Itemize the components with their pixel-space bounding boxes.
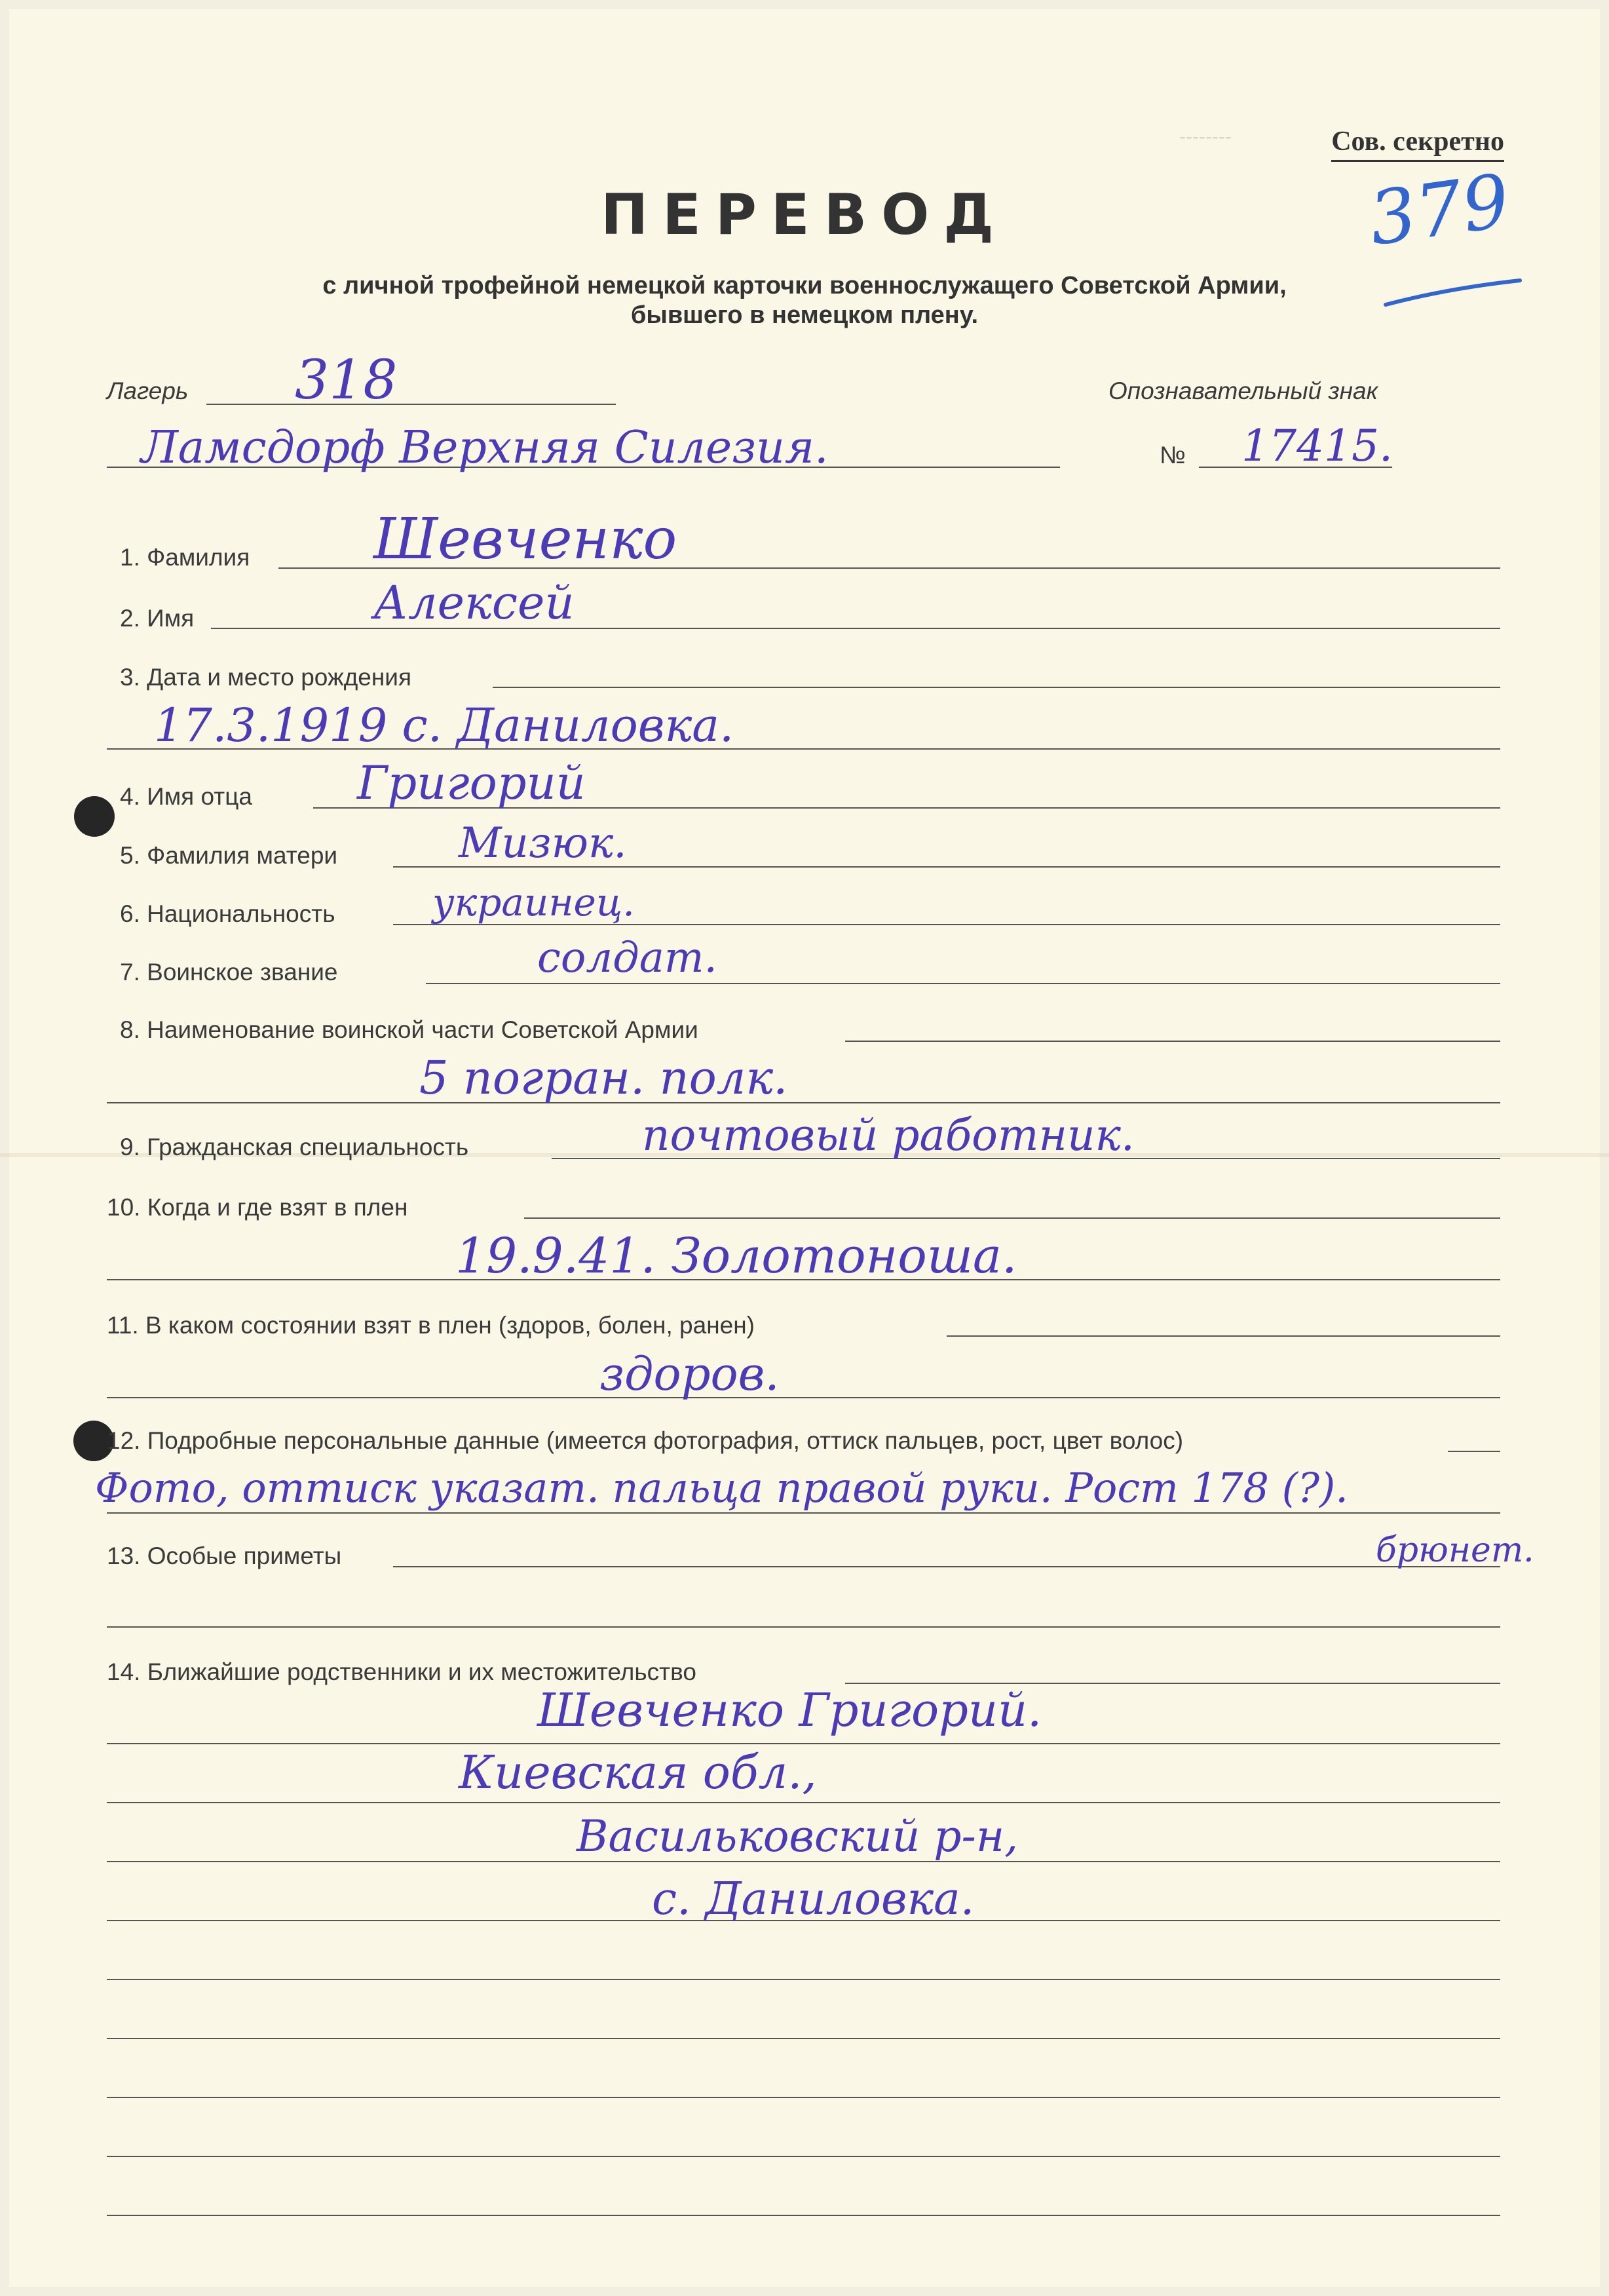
camp-label: Лагерь: [107, 377, 189, 404]
id-number-value: 17415.: [1241, 421, 1393, 471]
field-10-value: 19.9.41. Золотоноша.: [455, 1228, 1017, 1284]
field-3-line-a: [493, 687, 1500, 688]
field-14-line-g: [107, 2038, 1500, 2039]
field-5-value: Мизюк.: [459, 819, 627, 868]
field-9-label: 9. Гражданская специальность: [120, 1134, 469, 1160]
field-14-line-b: [107, 1743, 1500, 1744]
field-14-value-line1: Шевченко Григорий.: [537, 1683, 1042, 1737]
document-subtitle-line2: бывшего в немецком плену.: [630, 301, 979, 329]
field-14-line-c: [107, 1802, 1500, 1803]
field-8-label: 8. Наименование воинской части Советской Армии: [120, 1016, 698, 1043]
bleed-through-text: --------: [1179, 126, 1232, 147]
field-8-line-a: [845, 1041, 1500, 1042]
field-10-label: 10. Когда и где взят в плен: [107, 1194, 408, 1221]
field-14-line-h: [107, 2097, 1500, 2098]
field-10-line-a: [524, 1217, 1500, 1219]
field-11-line-b: [107, 1397, 1500, 1398]
field-2-value: Алексей: [373, 576, 575, 630]
field-13-line-b: [107, 1626, 1500, 1628]
camp-line: [206, 404, 616, 405]
document-subtitle-line1: с личной трофейной немецкой карточки военнослужащего Советской Армии,: [322, 272, 1287, 299]
field-6-value: украинец.: [432, 880, 635, 925]
field-7-value: солдат.: [537, 934, 717, 982]
field-14-line-j: [107, 2215, 1500, 2216]
secret-label: Сов. секретно: [1331, 126, 1504, 162]
field-7-line: [426, 983, 1500, 984]
archive-stamp-number: 379: [1363, 158, 1515, 263]
field-8-line-b: [107, 1102, 1500, 1103]
field-14-value-line4: с. Даниловка.: [652, 1873, 975, 1925]
field-13-value: брюнет.: [1376, 1531, 1534, 1570]
field-12-label: 12. Подробные персональные данные (имеется фотография, оттиск пальцев, рост, цвет волос): [107, 1427, 1184, 1454]
field-11-label: 11. В каком состоянии взят в плен (здоров, болен, ранен): [107, 1312, 755, 1339]
field-12-line-b: [107, 1512, 1500, 1514]
camp-location-value: Ламсдорф Верхняя Силезия.: [141, 422, 829, 474]
field-2-label: 2. Имя: [120, 605, 195, 632]
field-4-value: Григорий: [357, 756, 586, 810]
field-14-line-f: [107, 1979, 1500, 1980]
field-5-label: 5. Фамилия матери: [120, 842, 338, 869]
camp-value: 318: [295, 349, 398, 411]
field-14-value-line2: Киевская обл.,: [459, 1746, 817, 1799]
field-8-value: 5 погран. полк.: [419, 1051, 788, 1105]
field-1-label: 1. Фамилия: [120, 544, 250, 571]
field-11-line-a: [947, 1335, 1500, 1337]
field-11-value: здоров.: [599, 1347, 780, 1401]
field-13-label: 13. Особые приметы: [107, 1542, 342, 1569]
field-14-line-i: [107, 2156, 1500, 2157]
id-tag-label: Опознавательный знак: [1108, 377, 1378, 404]
field-14-label: 14. Ближайшие родственники и их местожительство: [107, 1658, 696, 1685]
field-4-label: 4. Имя отца: [120, 783, 252, 810]
field-14-value-line3: Васильковский р-н,: [577, 1811, 1019, 1862]
field-9-value: почтовый работник.: [642, 1110, 1135, 1160]
field-13-line-a: [393, 1566, 1500, 1567]
field-12-line-a: [1448, 1451, 1500, 1452]
field-6-label: 6. Национальность: [120, 900, 335, 927]
field-3-value: 17.3.1919 с. Даниловка.: [154, 698, 734, 752]
punch-hole: [74, 796, 115, 837]
field-1-value: Шевченко: [373, 507, 677, 572]
id-number-prefix: №: [1160, 442, 1186, 469]
field-12-value: Фото, оттиск указат. пальца правой руки. Рост 178 (?).: [95, 1464, 1348, 1512]
field-3-label: 3. Дата и место рождения: [120, 664, 411, 691]
document-title: ПЕРЕВОД: [601, 182, 1008, 248]
field-7-label: 7. Воинское звание: [120, 959, 338, 985]
